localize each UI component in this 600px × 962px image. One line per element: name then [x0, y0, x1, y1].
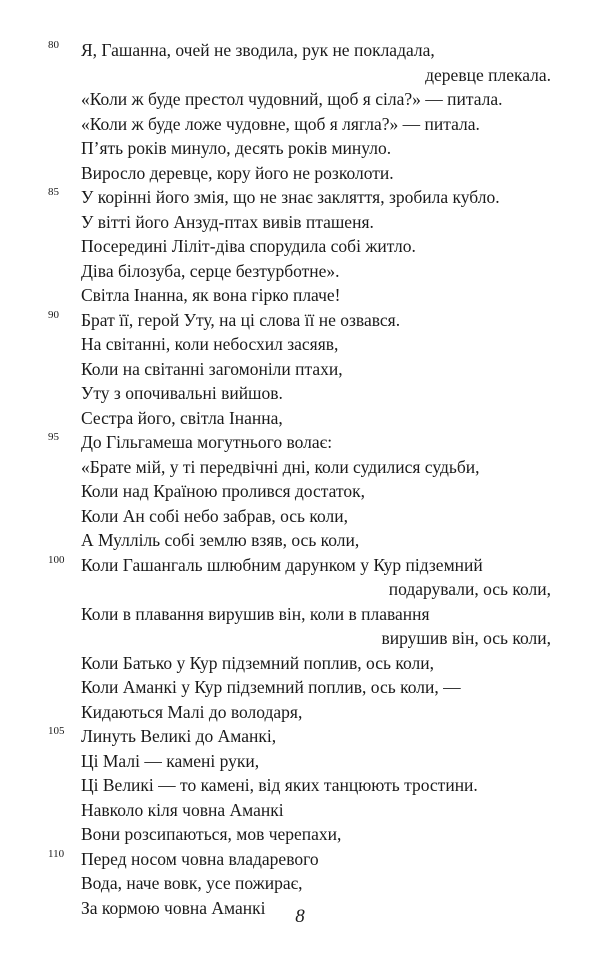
- verse-line: [0, 38, 600, 63]
- verse-text: За кормою човна Аманкі: [81, 897, 266, 918]
- verse-line: [0, 455, 600, 480]
- verse-line: [0, 724, 600, 749]
- line-number: 90: [48, 308, 59, 321]
- verse-line: [0, 479, 600, 504]
- verse-text: Коли на світанні загомоніли птахи,: [81, 358, 343, 379]
- verse-text: «Брате мій, у ті передвічні дні, коли судилися судьби,: [81, 456, 480, 477]
- verse-line: [0, 871, 600, 896]
- verse-text: Навколо кіля човна Аманкі: [81, 799, 284, 820]
- verse-text: Ці Малі — камені руки,: [81, 750, 260, 771]
- verse-line: [0, 357, 600, 382]
- verse-text: «Коли ж буде ложе чудовне, щоб я лягла?» — питала.: [81, 113, 480, 134]
- verse-line: [0, 161, 600, 186]
- verse-text: Світла Інанна, як вона гірко плаче!: [81, 285, 341, 305]
- verse-text: Линуть Великі до Аманкі,: [81, 726, 277, 746]
- verse-text: деревце плекала.: [425, 64, 551, 85]
- verse-line: [0, 528, 600, 553]
- line-number: 100: [48, 553, 65, 566]
- verse-line: [0, 749, 600, 774]
- verse-line: [0, 675, 600, 700]
- verse-text: П’ять років минуло, десять років минуло.: [81, 138, 392, 158]
- verse-continuation: [0, 577, 600, 602]
- verse-line: [0, 283, 600, 308]
- verse-line: [0, 798, 600, 823]
- verse-line: [0, 406, 600, 431]
- verse-text: Я, Гашанна, очей не зводила, рук не покладала,: [81, 40, 435, 60]
- verse-text: Коли над Країною пролився достаток,: [81, 481, 365, 501]
- verse-line: [0, 234, 600, 259]
- poem-verses: [0, 38, 600, 920]
- line-number: 80: [48, 39, 59, 51]
- verse-line: [0, 847, 600, 872]
- verse-text: На світанні, коли небосхил засяяв,: [81, 334, 339, 354]
- verse-text: «Коли ж буде престол чудовний, щоб я сіла?» — питала.: [81, 89, 503, 109]
- verse-text: Коли Ан собі небо забрав, ось коли,: [81, 505, 349, 526]
- verse-continuation: [0, 63, 600, 88]
- line-number: 105: [48, 725, 65, 737]
- verse-text: подарували, ось коли,: [388, 579, 551, 599]
- verse-text: Посередині Ліліт-діва спорудила собі житло.: [81, 236, 416, 256]
- verse-text: Ці Великі — то камені, від яких танцюють тростини.: [81, 775, 478, 795]
- verse-text: А Мулліль собі землю взяв, ось коли,: [81, 530, 360, 550]
- verse-line: [0, 430, 600, 455]
- page-number: 8: [295, 906, 305, 927]
- verse-line: [0, 308, 600, 333]
- verse-continuation: [0, 626, 600, 651]
- verse-text: Виросло деревце, кору його не розколоти.: [81, 162, 394, 183]
- verse-line: [0, 553, 600, 578]
- verse-line: [0, 773, 600, 798]
- verse-line: [0, 822, 600, 847]
- verse-text: вирушив він, ось коли,: [381, 628, 551, 648]
- verse-text: Уту з опочивальні вийшов.: [81, 383, 283, 403]
- line-number: 85: [48, 186, 59, 198]
- verse-text: Сестра його, світла Інанна,: [81, 407, 283, 428]
- verse-text: Перед носом човна владаревого: [81, 848, 319, 869]
- verse-text: Кидаються Малі до володаря,: [81, 701, 303, 722]
- verse-line: [0, 259, 600, 284]
- line-number: 110: [48, 847, 65, 860]
- verse-text: У корінні його змія, що не знає закляття, зробила кубло.: [81, 187, 500, 207]
- verse-text: До Гільгамеша могутнього волає:: [81, 432, 333, 452]
- verse-text: Коли Гашангаль шлюбним дарунком у Кур підземний: [81, 554, 483, 575]
- verse-line: [0, 185, 600, 210]
- verse-line: [0, 210, 600, 235]
- verse-text: Діва білозуба, серце безтурботне».: [81, 260, 340, 281]
- verse-line: [0, 381, 600, 406]
- verse-text: Брат її, герой Уту, на ці слова її не озвався.: [81, 309, 401, 330]
- verse-line: [0, 112, 600, 137]
- verse-line: [0, 700, 600, 725]
- verse-line: [0, 504, 600, 529]
- verse-line: [0, 87, 600, 112]
- verse-text: Вода, наче вовк, усе пожирає,: [81, 873, 303, 893]
- verse-line: [0, 136, 600, 161]
- verse-text: Коли в плавання вирушив він, коли в плавання: [81, 603, 430, 624]
- verse-text: Коли Аманкі у Кур підземний поплив, ось коли, —: [81, 677, 461, 697]
- verse-text: Вони розсипаються, мов черепахи,: [81, 824, 342, 844]
- verse-text: Коли Батько у Кур підземний поплив, ось коли,: [81, 652, 434, 673]
- verse-line: [0, 332, 600, 357]
- line-number: 95: [48, 431, 59, 443]
- verse-line: [0, 651, 600, 676]
- verse-line: [0, 602, 600, 627]
- verse-text: У вітті його Анзуд-птах вивів пташеня.: [81, 211, 374, 232]
